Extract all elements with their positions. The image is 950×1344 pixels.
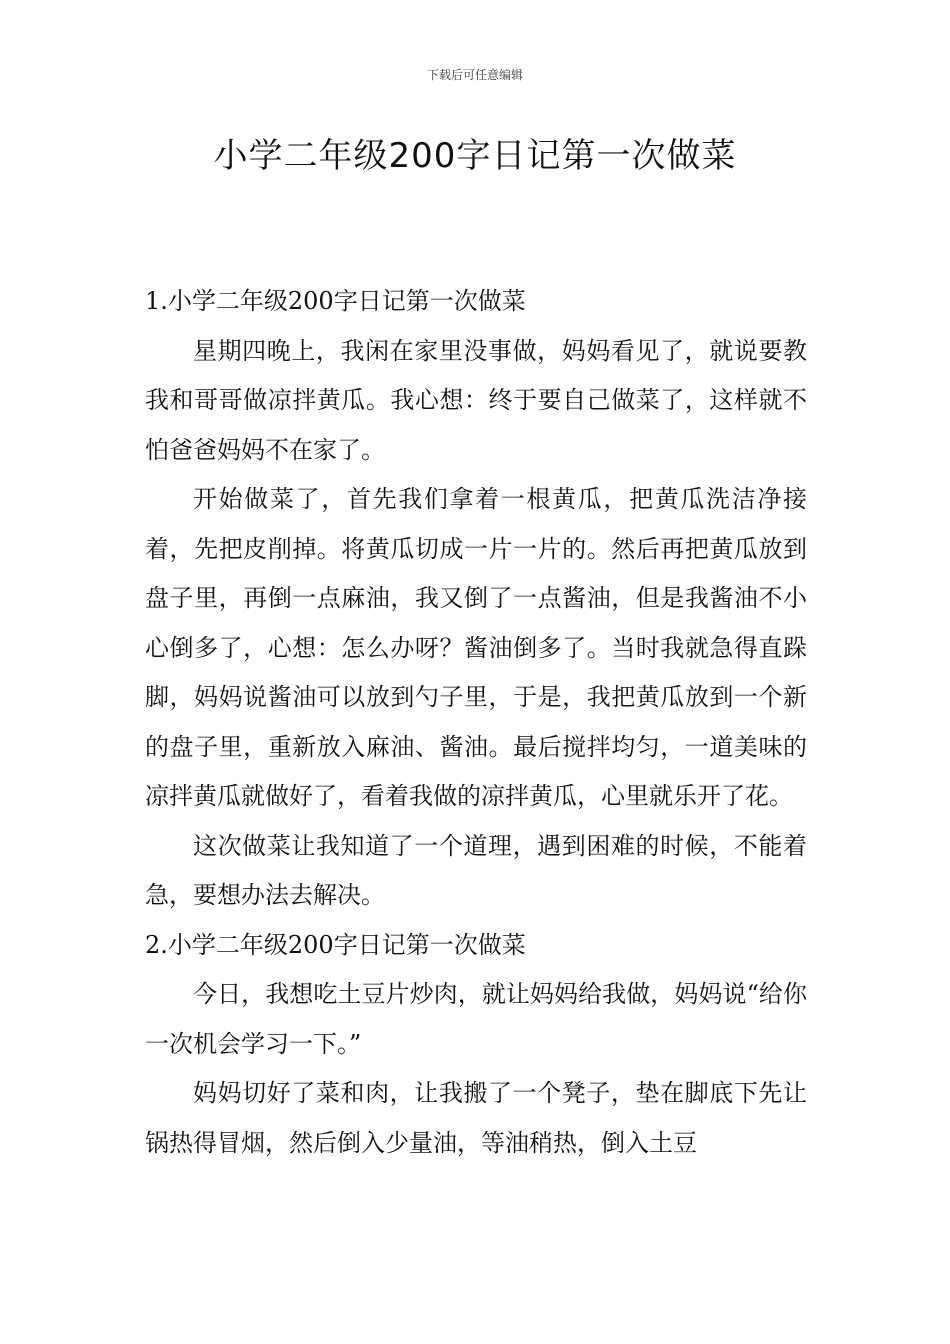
section-heading-2: 2.小学二年级200字日记第一次做菜	[145, 930, 526, 959]
document-body	[145, 277, 807, 1168]
paragraph: 开始做菜了，首先我们拿着一根黄瓜，把黄瓜洗洁净接着，先把皮削掉。将黄瓜切成一片一片的。然后再把黄瓜放到盘子里，再倒一点麻油，我又倒了一点酱油，但是我酱油不小心倒多了，心想：怎么办呀？酱油倒多了。当时我就急得直跺脚，妈妈说酱油可以放到勺子里，于是，我把黄瓜放到一个新的盘子里，重新放入麻油、酱油。最后搅拌均匀，一道美味的凉拌黄瓜就做好了，看着我做的凉拌黄瓜，心里就乐开了花。	[145, 485, 807, 810]
paragraph: 今日，我想吃土豆片炒肉，就让妈妈给我做，妈妈说“给你一次机会学习一下。”	[145, 980, 807, 1058]
page-header-note: 下载后可任意编辑	[426, 68, 523, 82]
section-heading-1: 1.小学二年级200字日记第一次做菜	[145, 287, 526, 315]
paragraph: 星期四晚上，我闲在家里没事做，妈妈看见了，就说要教我和哥哥做凉拌黄瓜。我心想：终于要自己做菜了，这样就不怕爸爸妈妈不在家了。	[145, 336, 807, 464]
document-title: 小学二年级200字日记第一次做菜	[213, 136, 737, 176]
paragraph: 这次做菜让我知道了一个道理，遇到困难的时候，不能着急，要想办法去解决。	[145, 831, 807, 909]
paragraph: 妈妈切好了菜和肉，让我搬了一个凳子，垫在脚底下先让锅热得冒烟，然后倒入少量油，等油稍热，倒入土豆	[145, 1079, 807, 1157]
